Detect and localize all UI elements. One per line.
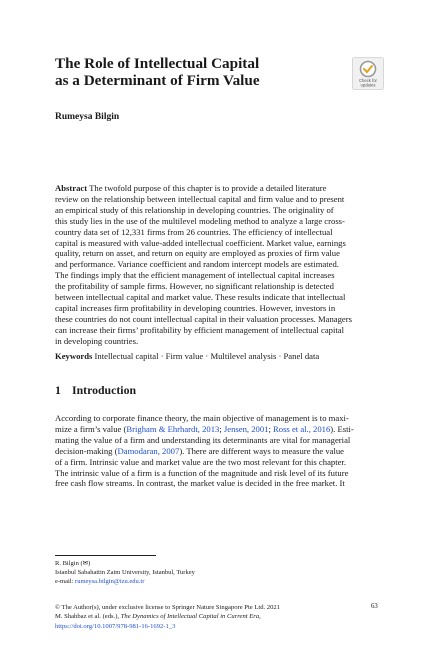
abstract-line: The findings imply that the efficient management of intellectual capital increases [55,270,335,281]
abstract-line: between intellectual capital and market value. These results indicate that intellectual [55,292,346,303]
author-name: Rumeysa Bilgin [55,112,120,122]
doi-link[interactable]: https://doi.org/10.1007/978-981-16-1692-1_3 [55,622,176,630]
abstract-line: this study lies in the use of the multilevel modeling method to analyze a large cross- [55,215,345,226]
abstract-line: Abstract The twofold purpose of this chapter is to provide a detailed literature [55,183,327,193]
footnote-rule [55,555,156,556]
abstract-line: in developing countries. [55,335,139,346]
title-line-1: The Role of Intellectual Capital [55,55,260,72]
footnote-email: e-mail: rumeysa.bilgin@izu.edu.tr [55,578,145,585]
page-footer [55,603,385,631]
section-number: 1 [55,383,61,397]
abstract-line: capital increases firm profitability in developing countries. However, investors in [55,302,336,313]
intro-line: mize a firm’s value (Brigham & Ehrhardt, 2013; Jensen, 2001; Ross et al., 2016). Esti- [55,423,354,434]
section-title: Introduction [72,383,137,397]
abstract-line: an empirical study of this relationship in developing countries. The originality of [55,204,334,215]
check-for-updates-icon [352,57,384,90]
abstract-line: the profitability of sample firms. However, no significant relationship is detected [55,281,334,292]
abstract-line: and performance. Variance coefficient and random intercept models are estimated. [55,259,339,270]
abstract-line: these countries do not count intellectual capital in their valuation processes. Managers [55,313,352,324]
citation-line: M. Shahbaz et al. (eds.), The Dynamics of Intellectual Capital in Current Era, [55,613,261,621]
page-number: 63 [371,603,378,610]
abstract-line: quality, return on asset, and return on equity are employed as proxies of firm value [55,248,340,259]
paper-title [55,55,345,89]
intro-line: free cash flow streams. In contrast, the market value is decided in the free market. It [55,478,345,489]
citation-link[interactable]: Brigham & Ehrhardt, 2013 [126,423,220,434]
check-for-updates-badge[interactable] [352,57,384,90]
citation-link[interactable]: Damodaran, 2007 [117,445,180,456]
introduction-paragraph [55,413,385,489]
abstract-line: capital is measured with value-added intellectual coefficient. Market value, earnings [55,237,346,248]
keywords-label: Keywords [55,351,93,361]
intro-line: of a firm. Intrinsic value and market value are the two most relevant for this chapter. [55,456,346,467]
intro-line: According to corporate finance theory, the main objective of management is to maxi- [55,413,349,423]
email-link[interactable]: rumeysa.bilgin@izu.edu.tr [75,578,145,585]
book-title: The Dynamics of Intellectual Capital in Current Era [120,613,260,621]
copyright-line: © The Author(s), under exclusive license to Springer Nature Singapore Pte Ltd. 2021 [55,604,280,611]
abstract [55,183,385,347]
abstract-line: country data set of 12,331 firms from 26 countries. The efficiency of intellectual [55,226,333,237]
footnote-affiliation: Istanbul Sabahattin Zaim University, Istanbul, Turkey [55,569,195,576]
section-heading [55,383,136,398]
intro-line: The intrinsic value of a firm is a function of the magnitude and risk level of its future [55,467,349,478]
abstract-line: can increase their firms’ profitability by efficient management of intellectual capital [55,324,344,335]
badge-text-line-2: updates [360,82,376,88]
title-line-2: as a Determinant of Firm Value [55,72,260,89]
citation-link[interactable]: Jensen, 2001 [223,423,269,434]
badge-text-line-1: Check for [359,78,377,83]
intro-line: decision-making (Damodaran, 2007). There are different ways to measure the value [55,445,344,456]
citation-link[interactable]: Ross et al., 2016 [273,423,331,434]
abstract-line: review on the relationship between intellectual capital and firm value and to present [55,193,345,204]
keywords [55,351,385,362]
abstract-label: Abstract [55,183,88,193]
intro-line: mating the value of a firm and understanding its determinants are vital for managerial [55,434,351,445]
footnote-author: R. Bilgin (✉) [55,560,91,567]
keywords-text: Intellectual capital · Firm value · Multilevel analysis · Panel data [92,351,320,361]
